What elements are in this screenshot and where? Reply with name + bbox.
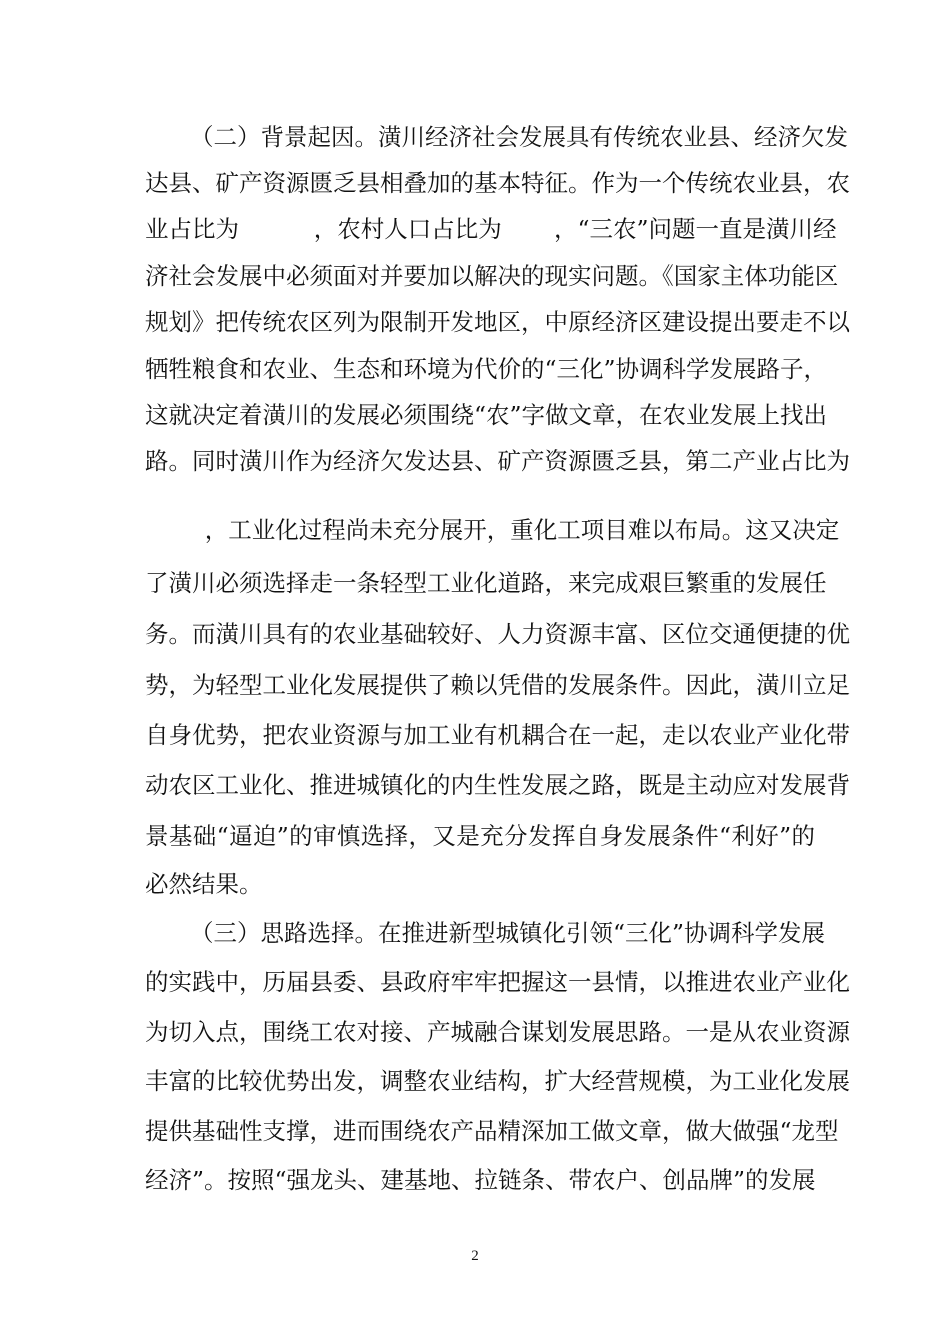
paragraph-2-line-9: ，工业化过程尚未充分展开，重化工项目难以布局。这又决定 [145, 516, 840, 544]
paragraph-2-line-3: 业占比为 ，农村人口占比为 ，“三农”问题一直是潢川经 [145, 215, 837, 243]
paragraph-2-line-16: 必然结果。 [145, 870, 263, 898]
paragraph-2-line-1: （二）背景起因。潢川经济社会发展具有传统农业县、经济欠发 [190, 123, 848, 151]
paragraph-2-line-8: 路。同时潢川作为经济欠发达县、矿产资源匮乏县，第二产业占比为 [145, 447, 850, 475]
paragraph-2-line-12: 势，为轻型工业化发展提供了赖以凭借的发展条件。因此，潢川立足 [145, 671, 850, 699]
paragraph-2-line-6: 牺牲粮食和农业、生态和环境为代价的“三化”协调科学发展路子， [145, 355, 828, 383]
paragraph-2-line-2: 达县、矿产资源匮乏县相叠加的基本特征。作为一个传统农业县，农 [145, 169, 850, 197]
paragraph-3-line-4: 丰富的比较优势出发，调整农业结构，扩大经营规模，为工业化发展 [145, 1067, 850, 1095]
paragraph-2-line-7: 这就决定着潢川的发展必须围绕“农”字做文章，在农业发展上找出 [145, 401, 828, 429]
paragraph-3-line-6: 经济”。按照“强龙头、建基地、拉链条、带农户、创品牌”的发展 [145, 1166, 816, 1194]
paragraph-2-line-14: 动农区工业化、推进城镇化的内生性发展之路，既是主动应对发展背 [145, 771, 850, 799]
paragraph-2-line-13: 自身优势，把农业资源与加工业有机耦合在一起，走以农业产业化带 [145, 721, 850, 749]
paragraph-2-line-11: 务。而潢川具有的农业基础较好、人力资源丰富、区位交通便捷的优 [145, 620, 850, 648]
paragraph-2-line-5: 规划》把传统农区列为限制开发地区，中原经济区建设提出要走不以 [145, 308, 850, 336]
paragraph-3-line-1: （三）思路选择。在推进新型城镇化引领“三化”协调科学发展 [190, 919, 826, 947]
paragraph-2-line-4: 济社会发展中必须面对并要加以解决的现实问题。《国家主体功能区 [145, 262, 839, 290]
paragraph-2-line-15: 景基础“逼迫”的审慎选择，又是充分发挥自身发展条件“利好”的 [145, 822, 815, 850]
paragraph-2-line-10: 了潢川必须选择走一条轻型工业化道路，来完成艰巨繁重的发展任 [145, 569, 827, 597]
paragraph-3-line-2: 的实践中，历届县委、县政府牢牢把握这一县情，以推进农业产业化 [145, 968, 850, 996]
page-number: 2 [471, 1248, 479, 1264]
paragraph-3-line-5: 提供基础性支撑，进而围绕农产品精深加工做文章，做大做强“龙型 [145, 1117, 839, 1145]
paragraph-3-line-3: 为切入点，围绕工农对接、产城融合谋划发展思路。一是从农业资源 [145, 1018, 850, 1046]
